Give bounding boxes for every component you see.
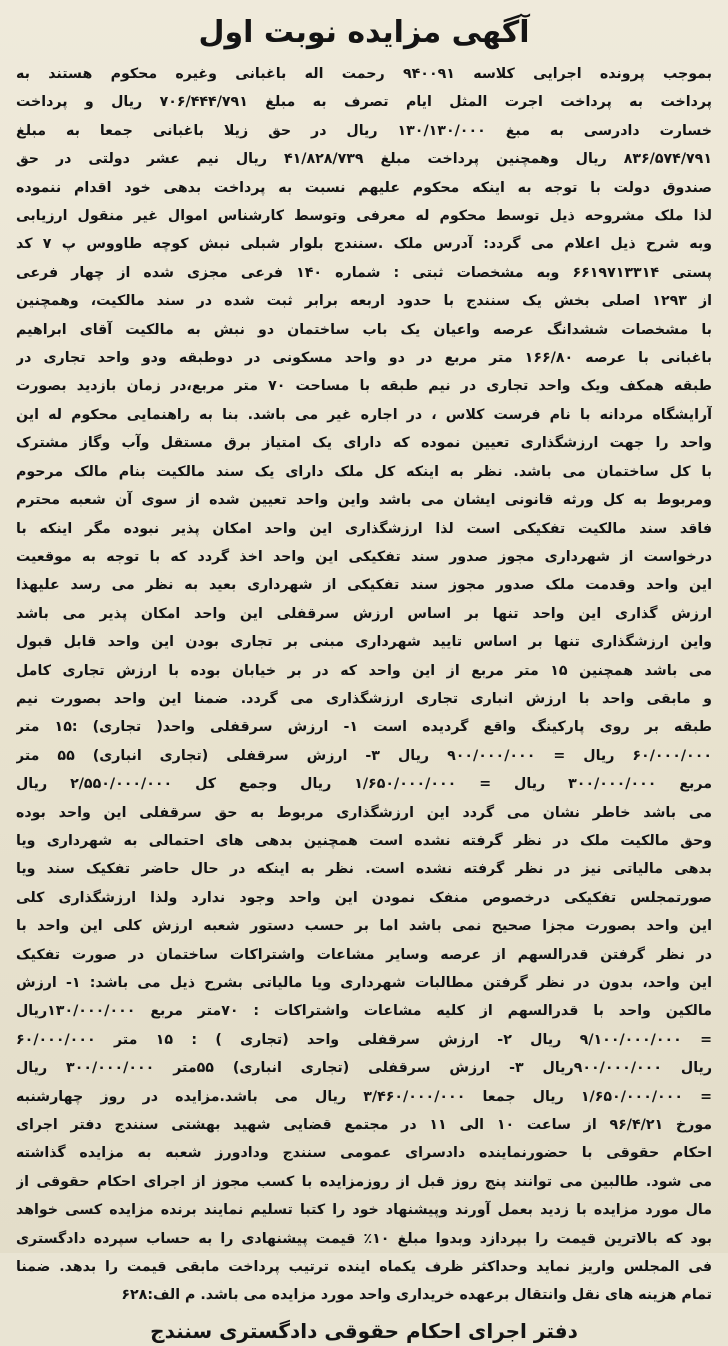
notice-line: صورتمجلس تفکیکی درخصوص منفک نمودن این واحد وجود ندارد ولذا ارزشگذاری کلی	[16, 889, 712, 906]
notice-line: بدهی مالیاتی نیز در نظر گرفته نشده است. نظر به اینکه در حال حاضر تفکیک سند ویا	[16, 861, 712, 878]
notice-line: می باشد خاطر نشان می گردد این ارزشگذاری مربوط به حق سرقفلی این واحد بوده	[16, 804, 712, 821]
notice-line: مالکین واحد با قدرالسهم از کلیه مشاعات واشتراکات : ۷۰متر مربع ۱۳۰/۰۰۰/۰۰۰ریال	[16, 1003, 712, 1020]
notice-line: این واحد وقدمت ملک صدور مجوز سند تفکیکی از شهرداری بعید به نظر می رسد علیهذا	[16, 577, 712, 594]
notice-line: ۸۳۶/۵۷۴/۷۹۱ ریال وهمچنین پرداخت مبلغ ۴۱/۸۲۸/۷۳۹ ریال نیم عشر دولتی در حق	[16, 151, 712, 168]
notice-line: فی المجلس واریز نماید وحداکثر ظرف یکماه اینده ترتیب پرداخت مابقی قیمت را بدهد. ضمنا	[16, 1259, 712, 1276]
notice-title: آگهی مزایده نوبت اول	[198, 15, 530, 50]
notice-line: بموجب پرونده اجرایی کلاسه ۹۴۰۰۹۱ رحمت اله باغبانی وغیره محکوم هستند به	[16, 66, 712, 82]
notice-line: صندوق دولت با توجه به اینکه محکوم علیهم نسبت به پرداخت بدهی خود اقدام ننموده	[16, 179, 712, 196]
notice-line: باغبانی با عرصه ۱۶۶/۸۰ متر مربع در دو واحد مسکونی در دوطبقه ودو واحد تجاری در	[16, 350, 712, 367]
notice-line: این واحد، بدون در نظر گرفتن مطالبات شهرداری ویا مالیاتی بشرح ذیل می باشد: ۱- ارزش	[16, 975, 712, 991]
notice-line: می شود. طالبین می توانند پنج روز قبل از روزمزایده با کسب مجوز از اجرای احکام حقوقی از	[16, 1173, 712, 1190]
notice-line: فاقد سند مالکیت تفکیکی است لذا ارزشگذاری این واحد امکان پذیر نبوده مگر اینکه با	[16, 520, 712, 537]
notice-line: ومربوط به کل ورثه قانونی ایشان می باشد واین واحد تعیین شده از سوی آن شعبه محترم	[16, 492, 712, 509]
notice-line: مورخ ۹۶/۴/۲۱ از ساعت ۱۰ الی ۱۱ در مجتمع قضایی شهید بهشتی سنندج دفتر اجرای	[16, 1117, 712, 1134]
notice-line: واحد را جهت ارزشگذاری تعیین نموده که دارای یک امتیاز برق مستقل وآب وگاز مشترک	[16, 435, 712, 452]
notice-line: از ۱۲۹۳ اصلی بخش یک سنندج با حدود اربعه برابر ثبت شده در سند مالکیت، وهمچنین	[16, 293, 712, 310]
notice-line: وحق مالکیت ملک در نظر گرفته نشده است همچنین بدهی های احتمالی به شهرداری ویا	[16, 832, 712, 849]
notice-signature: دفتر اجرای احکام حقوقی دادگستری سنندج	[150, 1318, 578, 1343]
notice-line: درخواست از شهرداری مجوز صدور سند تفکیکی این واحد اخذ گردد که با توجه به موقعیت	[16, 548, 712, 565]
notice-line: تمام هزینه های نقل وانتقال برعهده خریداری واحد مورد مزایده می باشد. م الف:۶۲۸	[121, 1287, 712, 1304]
notice-line: طبقه بر روی پارکینگ واقع گردیده است ۱- ارزش سرقفلی واحد( تجاری) :۱۵ متر	[16, 719, 712, 736]
notice-line: در نظر گرفتن قدرالسهم از عرصه وسایر مشاعات واشتراکات ساختمان در صورت تفکیک	[16, 946, 712, 963]
notice-line: واین ارزشگذاری تنها بر اساس تایید شهرداری مبنی بر تجاری بودن این واحد قابل قبول	[16, 634, 712, 651]
notice-line: این واحد بصورت مجزا صحیح نمی باشد اما بر حسب دستور شعبه ارزش کلی این واحد با	[16, 918, 712, 935]
notice-line: و مابقی واحد با ارزش انباری تجاری ارزشگذاری می گردد. ضمنا این واحد بصورت نیم	[16, 690, 712, 707]
notice-line: لذا ملک مشروحه ذیل توسط محکوم له معرفی وتوسط کارشناس اموال غیر منقول ارزیابی	[16, 208, 712, 225]
notice-body	[16, 60, 712, 1310]
notice-line: = ۹/۱۰۰/۰۰۰/۰۰۰ ریال ۲- ارزش سرقفلی واحد (تجاری ) : ۱۵ متر ۶۰/۰۰۰/۰۰۰	[16, 1031, 712, 1048]
notice-line: ریال ۹۰۰/۰۰۰/۰۰۰ریال ۳- ارزش سرقفلی (تجاری انباری) ۵۵متر ۳۰۰/۰۰۰/۰۰۰ ریال	[16, 1060, 712, 1077]
notice-line: آرایشگاه مردانه با نام فرست کلاس ، در اجاره غیر می باشد. بنا به راهنمایی محکوم له این	[16, 406, 712, 423]
notice-line: بود که بالاترین قیمت را بپردازد وبدوا مبلغ ۱۰٪ قیمت پیشنهادی را به حساب سپرده دادگستری	[16, 1230, 712, 1247]
notice-line: ۶۰/۰۰۰/۰۰۰ ریال = ۹۰۰/۰۰۰/۰۰۰ ریال ۳- ارزش سرقفلی (تجاری انباری) ۵۵ متر	[16, 747, 712, 764]
notice-line: مال مورد مزایده با زدید بعمل آورند وپیشنهاد خود را کتبا تسلیم نمایند برنده مزایده کسی خواهد	[16, 1202, 712, 1219]
notice-line: مربع ۳۰۰/۰۰۰/۰۰۰ ریال = ۱/۶۵۰/۰۰۰/۰۰۰ ریال وجمع کل ۲/۵۵۰/۰۰۰/۰۰۰ ریال	[16, 776, 712, 793]
notice-line: خسارت دادرسی به مبغ ۱۳۰/۱۳۰/۰۰۰ ریال در حق زیلا باغبانی جمعا به مبلغ	[16, 122, 712, 139]
notice-line: پستی ۶۶۱۹۷۱۳۳۱۴ وبه مشخصات ثبتی : شماره ۱۴۰ فرعی مجزی شده از چهار فرعی	[16, 264, 712, 281]
notice-line: طبقه همکف ویک واحد تجاری در نیم طبقه با مساحت ۷۰ متر مربع،در زمان بازدید بصورت	[16, 378, 712, 395]
notice-line: می باشد همچنین ۱۵ متر مربع از این واحد که در بر خیابان بوده با ارزش تجاری کامل	[16, 662, 712, 679]
notice-line: = ۱/۶۵۰/۰۰۰/۰۰۰ ریال جمعا ۳/۴۶۰/۰۰۰/۰۰۰ ریال می باشد.مزایده در روز چهارشنبه	[16, 1088, 712, 1105]
notice-line: احکام حقوقی با حضورنماینده دادسرای عمومی سنندج ودادورز شعبه به مزایده گذاشته	[16, 1145, 712, 1162]
notice-line: پرداخت به پرداخت اجرت المثل ایام تصرف به مبلغ ۷۰۶/۴۴۴/۷۹۱ ریال و پرداخت	[16, 94, 712, 111]
notice-line: وبه شرح ذیل اعلام می گردد: آدرس ملک .سنندج بلوار شبلی نبش کوچه طاووس پ ۷ کد	[16, 236, 712, 253]
notice-line: با مشخصات ششدانگ عرصه واعیان یک باب ساختمان دو نبش به مالکیت آقای ابراهیم	[16, 321, 712, 338]
notice-line: ارزش گذاری این واحد تنها بر اساس ارزش سرقفلی این واحد امکان پذیر می باشد	[16, 605, 712, 622]
notice-line: با کل ساختمان می باشد. نظر به اینکه کل ملک دارای یک سند مالکیت بنام مالک مرحوم	[16, 463, 712, 480]
